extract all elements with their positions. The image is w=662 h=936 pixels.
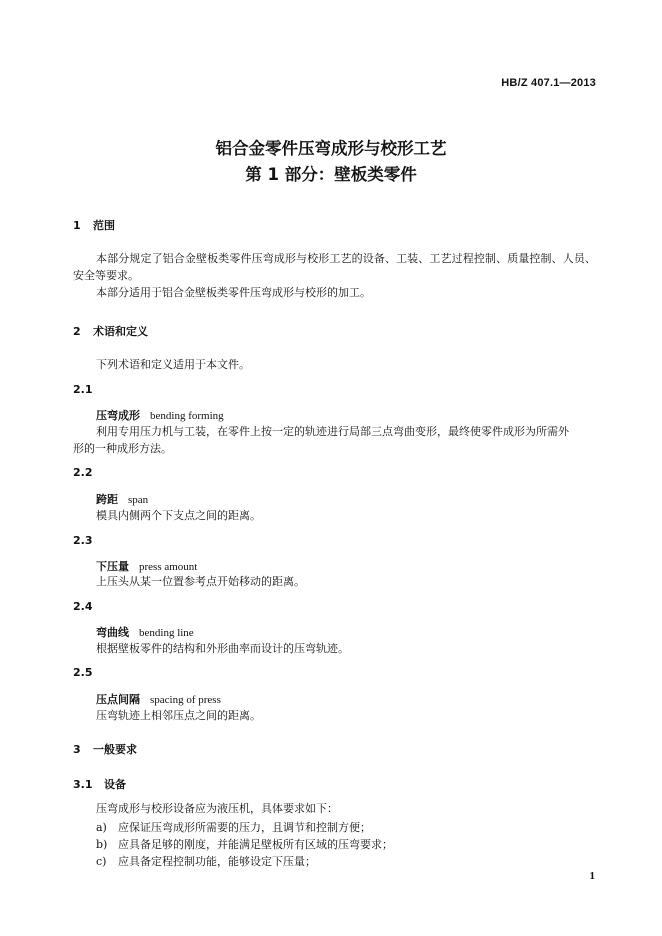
section-1-heading (73, 217, 115, 233)
section-title: 一般要求 (93, 743, 137, 756)
terms-intro: 下列术语和定义适用于本文件。 (96, 358, 250, 371)
term-2-5 (96, 691, 221, 707)
definition-2-4: 根据壁板零件的结构和外形曲率而设计的压弯轨迹。 (96, 642, 349, 655)
term-en: bending forming (150, 410, 224, 422)
clause-2-4-number: 2.4 (73, 600, 93, 613)
page-number: 1 (589, 870, 595, 882)
term-zh: 跨距 (96, 493, 118, 506)
clause-2-2-number: 2.2 (73, 466, 93, 479)
definition-2-1-line-1: 利用专用压力机与工装，在零件上按一定的轨迹进行局部三点弯曲变形，最终使零件成形为所需外 (96, 425, 569, 438)
term-2-1 (96, 407, 224, 423)
term-2-3 (96, 558, 197, 574)
list-text: 应具备定程控制功能，能够设定下压量； (118, 855, 316, 868)
term-en: bending line (139, 627, 194, 639)
clause-2-1-number: 2.1 (73, 383, 93, 396)
list-item (96, 819, 371, 835)
clause-number: 3.1 (73, 778, 93, 791)
term-2-4 (96, 624, 194, 640)
document-title: 铝合金零件压弯成形与校形工艺 (215, 139, 447, 158)
clause-2-3-number: 2.3 (73, 534, 93, 547)
definition-2-3: 上压头从某一位置参考点开始移动的距离。 (96, 575, 305, 588)
list-item (96, 836, 393, 852)
section-title: 术语和定义 (93, 325, 148, 338)
clause-3-1-heading (73, 776, 126, 792)
term-zh: 压弯成形 (96, 409, 140, 422)
definition-2-2: 模具内侧两个下支点之间的距离。 (96, 509, 261, 522)
section-title: 范围 (93, 219, 115, 232)
term-zh: 压点间隔 (96, 693, 140, 706)
equipment-intro: 压弯成形与校形设备应为液压机，具体要求如下： (96, 802, 338, 815)
list-text: 应保证压弯成形所需要的压力，且调节和控制方便； (118, 821, 371, 834)
definition-2-1-line-2: 形的一种成形方法。 (73, 442, 172, 455)
list-item (96, 853, 316, 869)
section-2-heading (73, 323, 148, 339)
list-marker: a) (96, 821, 107, 834)
section-number: 2 (73, 325, 81, 338)
document-subtitle: 第 1 部分：壁板类零件 (245, 165, 417, 184)
definition-2-5: 压弯轨迹上相邻压点之间的距离。 (96, 709, 261, 722)
scope-paragraph-1: 本部分规定了铝合金壁板类零件压弯成形与校形工艺的设备、工装、工艺过程控制、质量控制、人员、安全等要求。 (73, 252, 596, 282)
scope-paragraph-2: 本部分适用于铝合金壁板类零件压弯成形与校形的加工。 (96, 286, 371, 299)
term-zh: 下压量 (96, 560, 129, 573)
term-en: press amount (139, 561, 198, 573)
term-en: span (128, 494, 149, 506)
clause-2-5-number: 2.5 (73, 666, 93, 679)
term-zh: 弯曲线 (96, 626, 129, 639)
section-number: 3 (73, 743, 81, 756)
term-en: spacing of press (150, 694, 221, 706)
list-text: 应具备足够的刚度，并能满足壁板所有区域的压弯要求； (118, 838, 393, 851)
section-number: 1 (73, 219, 81, 232)
list-marker: c) (96, 855, 107, 868)
section-3-heading (73, 741, 137, 757)
clause-title: 设备 (104, 778, 126, 791)
list-marker: b) (96, 838, 108, 851)
standard-code: HB/Z 407.1—2013 (501, 77, 596, 89)
term-2-2 (96, 491, 148, 507)
